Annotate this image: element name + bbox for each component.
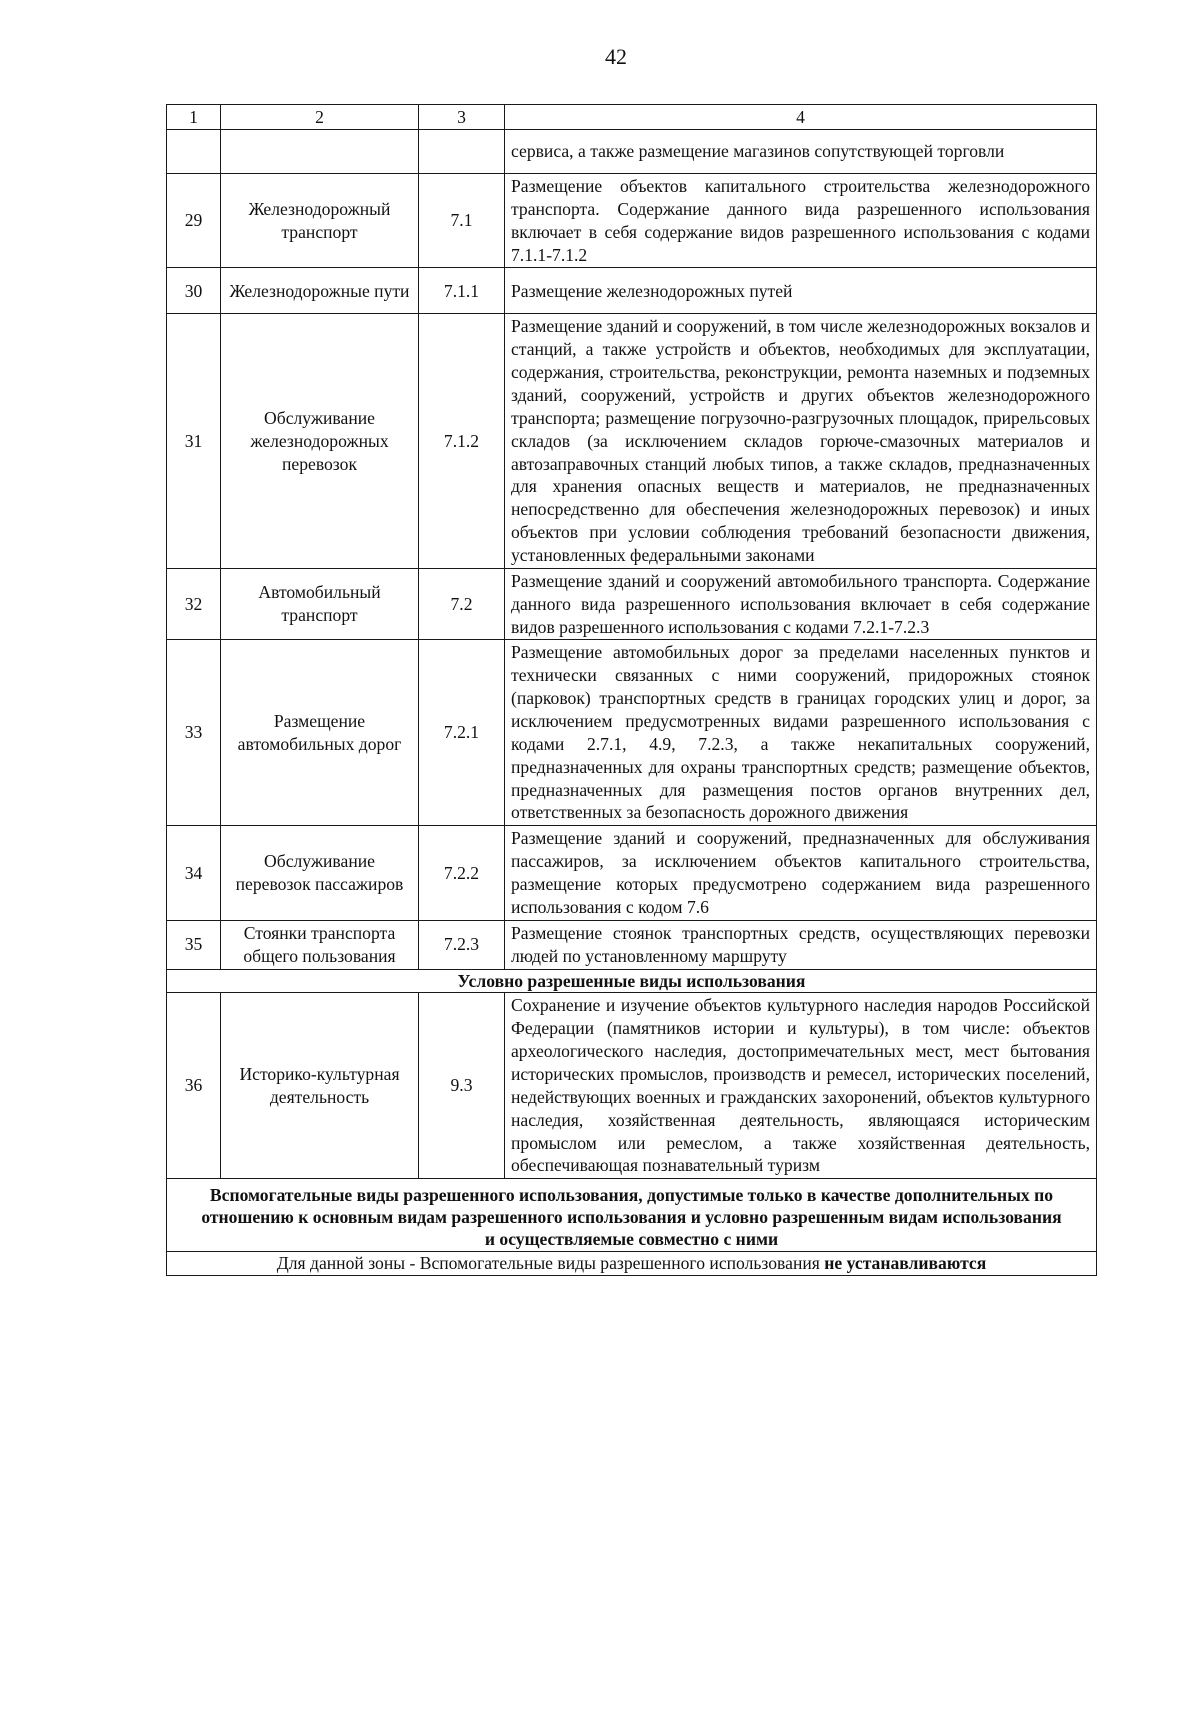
- auxiliary-note-row: [167, 1251, 1097, 1275]
- use-type-description: Размещение объектов капитального строительства железнодорожного транспорта. Содержание данного вида разрешенного использования включает в себя содержание видов разрешенного использования с кодами 7.1.1-7.1.2: [505, 174, 1097, 268]
- column-header: 1: [167, 105, 221, 130]
- use-type-code: 7.1.1: [419, 268, 505, 314]
- use-type-code: 7.2.2: [419, 826, 505, 920]
- row-number: 34: [167, 826, 221, 920]
- row-number: 31: [167, 314, 221, 568]
- use-type-code: 7.2.1: [419, 640, 505, 826]
- use-type-name: Историко-культурная деятельность: [221, 993, 419, 1179]
- auxiliary-note-prefix: Для данной зоны - Вспомогательные виды разрешенного использования: [276, 1252, 820, 1273]
- section-header-auxiliary: [167, 1179, 1097, 1251]
- use-type-code: 7.2.3: [419, 920, 505, 969]
- table-row: [167, 174, 1097, 268]
- use-type-description: Размещение зданий и сооружений, предназначенных для обслуживания пассажиров, за исключением объектов капитального строительства, размещение которых предусмотрено содержанием вида разрешенного использования с кодом 7.6: [505, 826, 1097, 920]
- use-type-name: Обслуживание железнодорожных перевозок: [221, 314, 419, 568]
- row-number: 29: [167, 174, 221, 268]
- row-number: 36: [167, 993, 221, 1179]
- section-title: Вспомогательные виды разрешенного использования, допустимые только в качестве дополнительных по отношению к основным видам разрешенного использования и условно разрешенным видам использования и осуществляемые совместно с ними: [167, 1179, 1097, 1251]
- column-header: 2: [221, 105, 419, 130]
- land-use-table: [166, 104, 1097, 1276]
- use-type-code: 7.1: [419, 174, 505, 268]
- table-row: [167, 268, 1097, 314]
- table-header-row: [167, 105, 1097, 130]
- table-row: [167, 568, 1097, 640]
- use-type-name: Железнодорожный транспорт: [221, 174, 419, 268]
- use-type-code: 7.2: [419, 568, 505, 640]
- use-type-name: Железнодорожные пути: [221, 268, 419, 314]
- row-number: 30: [167, 268, 221, 314]
- use-type-description: Размещение зданий и сооружений автомобильного транспорта. Содержание данного вида разрешенного использования включает в себя содержание видов разрешенного использования с кодами 7.2.1-7.2.3: [505, 568, 1097, 640]
- section-header-conditional: [167, 969, 1097, 993]
- use-type-code: 7.1.2: [419, 314, 505, 568]
- column-header: 3: [419, 105, 505, 130]
- use-type-description: Сохранение и изучение объектов культурного наследия народов Российской Федерации (памятников истории и культуры), в том числе: объектов археологического наследия, достопримечательных мест, мест бытования исторических промыслов, производств и ремесел, исторических поселений, недействующих военных и гражданских захоронений, объектов культурного наследия, хозяйственная деятельность, являющаяся историческим промыслом или ремеслом, а также хозяйственная деятельность, обеспечивающая познавательный туризм: [505, 993, 1097, 1179]
- table-row: [167, 920, 1097, 969]
- auxiliary-note-bold: не устанавливаются: [824, 1252, 987, 1273]
- section-title: Условно разрешенные виды использования: [167, 969, 1097, 993]
- table-row: [167, 993, 1097, 1179]
- page-number: 42: [605, 44, 627, 69]
- use-type-code: 9.3: [419, 993, 505, 1179]
- use-type-name: Обслуживание перевозок пассажиров: [221, 826, 419, 920]
- use-type-name: Стоянки транспорта общего пользования: [221, 920, 419, 969]
- use-type-name: Размещение автомобильных дорог: [221, 640, 419, 826]
- use-type-description: Размещение автомобильных дорог за пределами населенных пунктов и технически связанных с ними сооружений, придорожных стоянок (парковок) транспортных средств в границах городских улиц и дорог, за исключением предусмотренных видами разрешенного использования с кодами 2.7.1, 4.9, 7.2.3, а также некапитальных сооружений, предназначенных для охраны транспортных средств; размещение объектов, предназначенных для размещения постов органов внутренних дел, ответственных за безопасность дорожного движения: [505, 640, 1097, 826]
- continuation-row: [167, 130, 1097, 174]
- continuation-text: сервиса, а также размещение магазинов сопутствующей торговли: [505, 130, 1097, 174]
- use-type-name: Автомобильный транспорт: [221, 568, 419, 640]
- column-header: 4: [505, 105, 1097, 130]
- auxiliary-note: [167, 1251, 1097, 1275]
- row-number: 35: [167, 920, 221, 969]
- row-number: 32: [167, 568, 221, 640]
- table-row: [167, 314, 1097, 568]
- use-type-description: Размещение стоянок транспортных средств, осуществляющих перевозки людей по установленному маршруту: [505, 920, 1097, 969]
- use-type-description: Размещение зданий и сооружений, в том числе железнодорожных вокзалов и станций, а также устройств и объектов, необходимых для эксплуатации, содержания, строительства, реконструкции, ремонта наземных и подземных зданий, сооружений, устройств и других объектов железнодорожного транспорта; размещение погрузочно-разгрузочных площадок, прирельсовых складов (за исключением складов горюче-смазочных материалов и автозаправочных станций любых типов, а также складов, предназначенных для хранения опасных веществ и материалов, не предназначенных непосредственно для обеспечения железнодорожных перевозок) и иных объектов при условии соблюдения требований безопасности движения, установленных федеральными законами: [505, 314, 1097, 568]
- row-number: 33: [167, 640, 221, 826]
- use-type-description: Размещение железнодорожных путей: [505, 268, 1097, 314]
- table-row: [167, 640, 1097, 826]
- table-row: [167, 826, 1097, 920]
